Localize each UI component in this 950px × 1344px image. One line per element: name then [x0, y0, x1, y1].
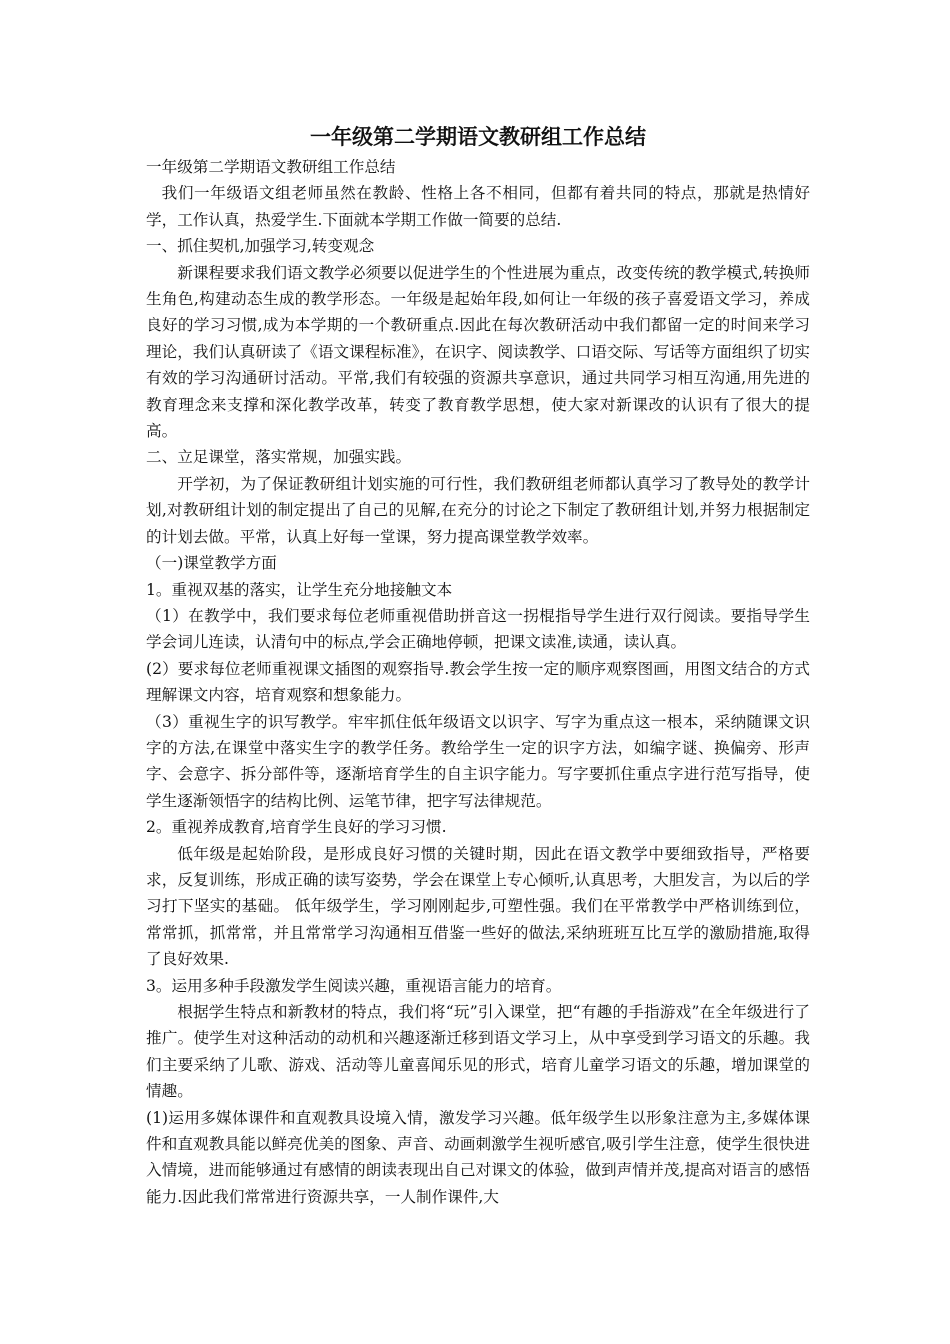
section1-paragraph: 新课程要求我们语文教学必须要以促进学生的个性进展为重点，改变传统的教学模式,转换师生角色,构建动态生成的教学形态。一年级是起始年段,如何让一年级的孩子喜爱语文学习，养成良好的学习习惯,成为本学期的一个教研重点.因此在每次教研活动中我们都留一定的时间来学习理论，我们认真研读了《语文课程标准》，在识字、阅读教学、口语交际、写话等方面组织了切实有效的学习沟通研讨活动。平常,我们有较强的资源共享意识，通过共同学习相互沟通,用先进的教育理念来支撑和深化教学改革，转变了教育教学思想，使大家对新课改的认识有了很大的提高。 [146, 263, 810, 441]
point1-item-1: （1）在教学中，我们要求每位老师重视借助拼音这一拐棍指导学生进行双行阅读。要指导学生学会词儿连读，认清句中的标点,学会正确地停顿，把课文读准,读通，读认真。 [146, 606, 810, 652]
document-title: 一年级第二学期语文教研组工作总结 [310, 124, 646, 149]
section2-heading: 二、立足课堂，落实常规，加强实践。 [146, 448, 412, 467]
document-subtitle: 一年级第二学期语文教研组工作总结 [146, 158, 396, 176]
section1-heading: 一、抓住契机,加强学习,转变观念 [146, 237, 375, 256]
document-page [146, 120, 810, 1210]
point2-heading: 2。重视养成教育,培育学生良好的学习习惯. [146, 818, 447, 837]
subsection-heading: （一)课堂教学方面 [146, 554, 277, 573]
point3-paragraph: 根据学生特点和新教材的特点，我们将“玩”引入课堂，把“有趣的手指游戏”在全年级进行了推广。使学生对这种活动的动机和兴趣逐渐迁移到语文学习上，从中享受到学习语文的乐趣。我们主要采纳了儿歌、游戏、活动等儿童喜闻乐见的形式，培育儿童学习语文的乐趣，增加课堂的情趣。 [146, 1003, 810, 1101]
point3-heading: 3。运用多种手段激发学生阅读兴趣，重视语言能力的培育。 [146, 976, 562, 995]
point3-item-1: (1)运用多媒体课件和直观教具设境入情，激发学习兴趣。低年级学生以形象注意为主,多媒体课件和直观教具能以鲜亮优美的图象、声音、动画刺激学生视听感官,吸引学生注意，使学生很快进入情境，进而能够通过有感情的朗读表现出自己对课文的体验，做到声情并茂,提高对语言的感悟能力.因此我们常常进行资源共享，一人制作课件,大 [146, 1108, 810, 1206]
section2-paragraph: 开学初，为了保证教研组计划实施的可行性，我们教研组老师都认真学习了教导处的教学计划,对教研组计划的制定提出了自己的见解,在充分的讨论之下制定了教研组计划,并努力根据制定的计划去做。平常，认真上好每一堂课，努力提高课堂教学效率。 [146, 474, 810, 546]
point2-paragraph: 低年级是起始阶段，是形成良好习惯的关键时期，因此在语文教学中要细致指导，严格要求，反复训练，形成正确的读写姿势，学会在课堂上专心倾听,认真思考，大胆发言，为以后的学习打下坚实的基础。 低年级学生，学习刚刚起步,可塑性强。我们在平常教学中严格训练到位，常常抓，抓常常，并且常常学习沟通相互借鉴一些好的做法,采纳班班互比互学的激励措施,取得了良好效果. [146, 844, 810, 969]
point1-item-3: （3）重视生字的识写教学。牢牢抓住低年级语文以识字、写字为重点这一根本，采纳随课文识字的方法,在课堂中落实生字的教学任务。教给学生一定的识字方法，如编字谜、换偏旁、形声字、会意字、拆分部件等，逐渐培育学生的自主识字能力。写字要抓住重点字进行范写指导，使学生逐渐领悟字的结构比例、运笔节律，把字写法律规范。 [146, 712, 810, 810]
point1-item-2: (2）要求每位老师重视课文插图的观察指导.教会学生按一定的顺序观察图画，用图文结合的方式理解课文内容，培育观察和想象能力。 [146, 659, 810, 705]
intro-paragraph: 我们一年级语文组老师虽然在教龄、性格上各不相同，但都有着共同的特点，那就是热情好学，工作认真，热爱学生.下面就本学期工作做一简要的总结. [146, 184, 810, 229]
point1-heading: 1。重视双基的落实，让学生充分地接触文本 [146, 580, 453, 599]
